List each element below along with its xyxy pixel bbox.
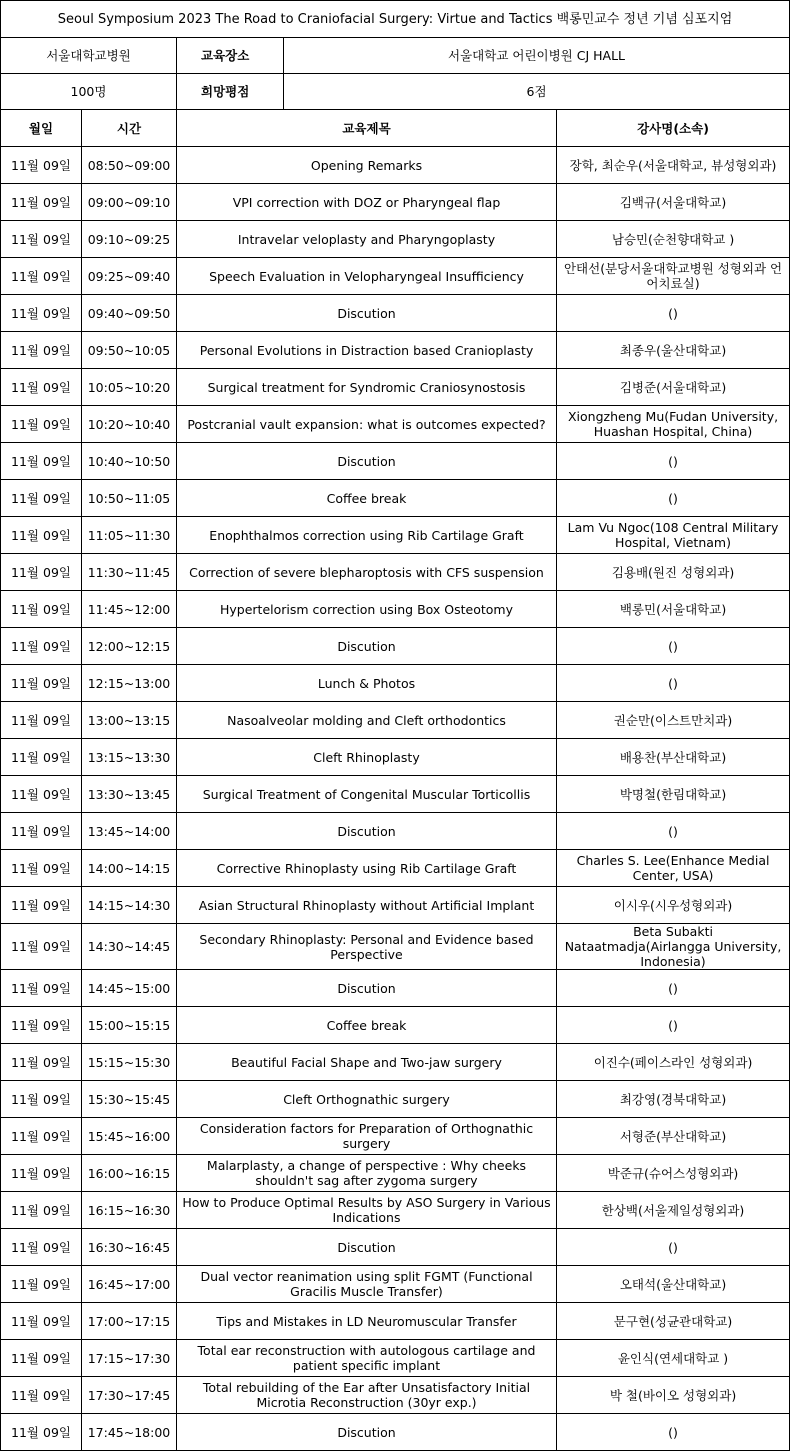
row-topic: VPI correction with DOZ or Pharyngeal flap (177, 184, 557, 221)
row-date: 11월 09일 (1, 924, 82, 970)
row-speaker: 김용배(원진 성형외과) (557, 554, 790, 591)
row-topic: Discution (177, 1414, 557, 1451)
table-row (1, 184, 790, 221)
row-date: 11월 09일 (1, 443, 82, 480)
row-topic: Asian Structural Rhinoplasty without Artificial Implant (177, 887, 557, 924)
row-date: 11월 09일 (1, 147, 82, 184)
row-topic: Cleft Rhinoplasty (177, 739, 557, 776)
row-date: 11월 09일 (1, 517, 82, 554)
row-topic: Hypertelorism correction using Box Osteotomy (177, 591, 557, 628)
row-topic: Discution (177, 1229, 557, 1266)
row-time: 15:00~15:15 (82, 1007, 177, 1044)
table-row (1, 628, 790, 665)
row-topic: How to Produce Optimal Results by ASO Surgery in Various Indications (177, 1192, 557, 1229)
row-date: 11월 09일 (1, 887, 82, 924)
row-speaker: 백롱민(서울대학교) (557, 591, 790, 628)
row-date: 11월 09일 (1, 221, 82, 258)
table-row (1, 221, 790, 258)
table-row (1, 1414, 790, 1451)
row-date: 11월 09일 (1, 850, 82, 887)
row-time: 14:00~14:15 (82, 850, 177, 887)
row-date: 11월 09일 (1, 813, 82, 850)
table-row (1, 1377, 790, 1414)
table-row (1, 665, 790, 702)
row-topic: Coffee break (177, 1007, 557, 1044)
row-topic: Discution (177, 628, 557, 665)
table-row (1, 147, 790, 184)
info-row-1 (1, 38, 790, 74)
row-time: 11:05~11:30 (82, 517, 177, 554)
table-row (1, 813, 790, 850)
row-time: 15:45~16:00 (82, 1118, 177, 1155)
venue: 서울대학교 어린이병원 CJ HALL (284, 38, 790, 74)
row-topic: Intravelar veloplasty and Pharyngoplasty (177, 221, 557, 258)
table-row (1, 776, 790, 813)
row-topic: Discution (177, 295, 557, 332)
row-date: 11월 09일 (1, 1229, 82, 1266)
row-time: 12:15~13:00 (82, 665, 177, 702)
row-speaker: Xiongzheng Mu(Fudan University, Huashan Hospital, China) (557, 406, 790, 443)
table-row (1, 332, 790, 369)
table-row (1, 1192, 790, 1229)
row-speaker: 오태석(울산대학교) (557, 1266, 790, 1303)
row-time: 16:45~17:00 (82, 1266, 177, 1303)
row-date: 11월 09일 (1, 591, 82, 628)
row-speaker: () (557, 1414, 790, 1451)
row-date: 11월 09일 (1, 295, 82, 332)
row-topic: Personal Evolutions in Distraction based Cranioplasty (177, 332, 557, 369)
row-speaker: 박준규(슈어스성형외과) (557, 1155, 790, 1192)
row-topic: Dual vector reanimation using split FGMT (Functional Gracilis Muscle Transfer) (177, 1266, 557, 1303)
table-row (1, 850, 790, 887)
row-speaker: Charles S. Lee(Enhance Medial Center, USA) (557, 850, 790, 887)
row-topic: Corrective Rhinoplasty using Rib Cartilage Graft (177, 850, 557, 887)
row-date: 11월 09일 (1, 1303, 82, 1340)
row-date: 11월 09일 (1, 665, 82, 702)
row-time: 17:15~17:30 (82, 1340, 177, 1377)
row-time: 15:30~15:45 (82, 1081, 177, 1118)
header-speaker: 강사명(소속) (557, 110, 790, 147)
row-date: 11월 09일 (1, 1155, 82, 1192)
row-time: 12:00~12:15 (82, 628, 177, 665)
table-row (1, 258, 790, 295)
organizer: 서울대학교병원 (1, 38, 177, 74)
row-speaker: () (557, 970, 790, 1007)
row-date: 11월 09일 (1, 480, 82, 517)
row-speaker: 이진수(페이스라인 성형외과) (557, 1044, 790, 1081)
row-time: 09:10~09:25 (82, 221, 177, 258)
row-topic: Lunch & Photos (177, 665, 557, 702)
row-time: 09:40~09:50 (82, 295, 177, 332)
row-time: 09:50~10:05 (82, 332, 177, 369)
row-topic: Opening Remarks (177, 147, 557, 184)
header-topic: 교육제목 (177, 110, 557, 147)
row-topic: Nasoalveolar molding and Cleft orthodontics (177, 702, 557, 739)
table-row (1, 591, 790, 628)
row-speaker: () (557, 1229, 790, 1266)
row-topic: Secondary Rhinoplasty: Personal and Evidence based Perspective (177, 924, 557, 970)
row-date: 11월 09일 (1, 1266, 82, 1303)
capacity: 100명 (1, 74, 177, 110)
info-row-2 (1, 74, 790, 110)
row-speaker: 윤인식(연세대학교 ) (557, 1340, 790, 1377)
table-row (1, 702, 790, 739)
row-speaker: 이시우(시우성형외과) (557, 887, 790, 924)
row-speaker: 최종우(울산대학교) (557, 332, 790, 369)
table-row (1, 480, 790, 517)
row-topic: Tips and Mistakes in LD Neuromuscular Transfer (177, 1303, 557, 1340)
row-topic: Surgical Treatment of Congenital Muscular Torticollis (177, 776, 557, 813)
row-date: 11월 09일 (1, 1192, 82, 1229)
row-date: 11월 09일 (1, 739, 82, 776)
row-date: 11월 09일 (1, 332, 82, 369)
row-time: 15:15~15:30 (82, 1044, 177, 1081)
row-time: 16:00~16:15 (82, 1155, 177, 1192)
row-date: 11월 09일 (1, 1044, 82, 1081)
table-row (1, 406, 790, 443)
row-speaker: 김병준(서울대학교) (557, 369, 790, 406)
row-time: 08:50~09:00 (82, 147, 177, 184)
table-row (1, 517, 790, 554)
row-topic: Cleft Orthognathic surgery (177, 1081, 557, 1118)
row-time: 17:45~18:00 (82, 1414, 177, 1451)
row-time: 14:30~14:45 (82, 924, 177, 970)
row-topic: Correction of severe blepharoptosis with CFS suspension (177, 554, 557, 591)
row-topic: Malarplasty, a change of perspective : Why cheeks shouldn't sag after zygoma surgery (177, 1155, 557, 1192)
row-time: 09:25~09:40 (82, 258, 177, 295)
row-speaker: 최강영(경북대학교) (557, 1081, 790, 1118)
row-speaker: () (557, 443, 790, 480)
row-speaker: 안태선(분당서울대학교병원 성형외과 언어치료실) (557, 258, 790, 295)
row-date: 11월 09일 (1, 258, 82, 295)
row-date: 11월 09일 (1, 970, 82, 1007)
row-date: 11월 09일 (1, 1118, 82, 1155)
row-time: 16:15~16:30 (82, 1192, 177, 1229)
table-row (1, 1007, 790, 1044)
row-date: 11월 09일 (1, 1081, 82, 1118)
title-row (1, 1, 790, 38)
row-topic: Discution (177, 813, 557, 850)
row-speaker: 한상백(서울제일성형외과) (557, 1192, 790, 1229)
row-time: 13:30~13:45 (82, 776, 177, 813)
row-time: 11:30~11:45 (82, 554, 177, 591)
row-speaker: Lam Vu Ngoc(108 Central Military Hospital, Vietnam) (557, 517, 790, 554)
row-date: 11월 09일 (1, 554, 82, 591)
row-topic: Beautiful Facial Shape and Two-jaw surgery (177, 1044, 557, 1081)
row-time: 10:20~10:40 (82, 406, 177, 443)
row-speaker: 권순만(이스트만치과) (557, 702, 790, 739)
row-topic: Enophthalmos correction using Rib Cartilage Graft (177, 517, 557, 554)
row-speaker: () (557, 628, 790, 665)
table-row (1, 739, 790, 776)
row-date: 11월 09일 (1, 702, 82, 739)
row-topic: Coffee break (177, 480, 557, 517)
row-time: 14:45~15:00 (82, 970, 177, 1007)
row-speaker: () (557, 1007, 790, 1044)
table-row (1, 1340, 790, 1377)
row-date: 11월 09일 (1, 628, 82, 665)
row-speaker: () (557, 813, 790, 850)
row-speaker: () (557, 665, 790, 702)
table-row (1, 970, 790, 1007)
row-topic: Discution (177, 443, 557, 480)
row-date: 11월 09일 (1, 776, 82, 813)
table-row (1, 1303, 790, 1340)
row-topic: Total rebuilding of the Ear after Unsatisfactory Initial Microtia Reconstruction (30yr exp.) (177, 1377, 557, 1414)
row-speaker: () (557, 480, 790, 517)
table-row (1, 554, 790, 591)
table-row (1, 1118, 790, 1155)
table-row (1, 924, 790, 970)
row-time: 14:15~14:30 (82, 887, 177, 924)
row-speaker: 김백규(서울대학교) (557, 184, 790, 221)
row-date: 11월 09일 (1, 1377, 82, 1414)
row-time: 10:05~10:20 (82, 369, 177, 406)
row-date: 11월 09일 (1, 1340, 82, 1377)
page-title: Seoul Symposium 2023 The Road to Craniofacial Surgery: Virtue and Tactics 백롱민교수 정년 기념 심포지엄 (1, 1, 790, 38)
row-speaker: Beta Subakti Nataatmadja(Airlangga University, Indonesia) (557, 924, 790, 970)
row-date: 11월 09일 (1, 369, 82, 406)
row-topic: Discution (177, 970, 557, 1007)
row-date: 11월 09일 (1, 1007, 82, 1044)
row-topic: Surgical treatment for Syndromic Craniosynostosis (177, 369, 557, 406)
row-date: 11월 09일 (1, 406, 82, 443)
table-row (1, 1044, 790, 1081)
rating-label: 희망평점 (177, 74, 284, 110)
row-time: 17:30~17:45 (82, 1377, 177, 1414)
row-speaker: 박 철(바이오 성형외과) (557, 1377, 790, 1414)
table-row (1, 1266, 790, 1303)
table-row (1, 295, 790, 332)
row-time: 17:00~17:15 (82, 1303, 177, 1340)
row-speaker: 서형준(부산대학교) (557, 1118, 790, 1155)
table-row (1, 1155, 790, 1192)
row-topic: Consideration factors for Preparation of Orthognathic surgery (177, 1118, 557, 1155)
row-time: 11:45~12:00 (82, 591, 177, 628)
row-speaker: 장학, 최순우(서울대학교, 뷰성형외과) (557, 147, 790, 184)
table-row (1, 443, 790, 480)
row-time: 16:30~16:45 (82, 1229, 177, 1266)
row-speaker: 문구현(성균관대학교) (557, 1303, 790, 1340)
row-speaker: 배용찬(부산대학교) (557, 739, 790, 776)
row-speaker: 박명철(한림대학교) (557, 776, 790, 813)
row-time: 10:50~11:05 (82, 480, 177, 517)
row-speaker: 남승민(순천향대학교 ) (557, 221, 790, 258)
row-topic: Total ear reconstruction with autologous cartilage and patient specific implant (177, 1340, 557, 1377)
row-time: 13:00~13:15 (82, 702, 177, 739)
row-time: 09:00~09:10 (82, 184, 177, 221)
row-topic: Postcranial vault expansion: what is outcomes expected? (177, 406, 557, 443)
venue-label: 교육장소 (177, 38, 284, 74)
table-row (1, 369, 790, 406)
table-row (1, 887, 790, 924)
row-date: 11월 09일 (1, 184, 82, 221)
table-row (1, 1229, 790, 1266)
rating: 6점 (284, 74, 790, 110)
row-date: 11월 09일 (1, 1414, 82, 1451)
header-date: 월일 (1, 110, 82, 147)
row-speaker: () (557, 295, 790, 332)
header-row (1, 110, 790, 147)
table-row (1, 1081, 790, 1118)
row-time: 13:15~13:30 (82, 739, 177, 776)
row-time: 10:40~10:50 (82, 443, 177, 480)
row-topic: Speech Evaluation in Velopharyngeal Insufficiency (177, 258, 557, 295)
header-time: 시간 (82, 110, 177, 147)
row-time: 13:45~14:00 (82, 813, 177, 850)
